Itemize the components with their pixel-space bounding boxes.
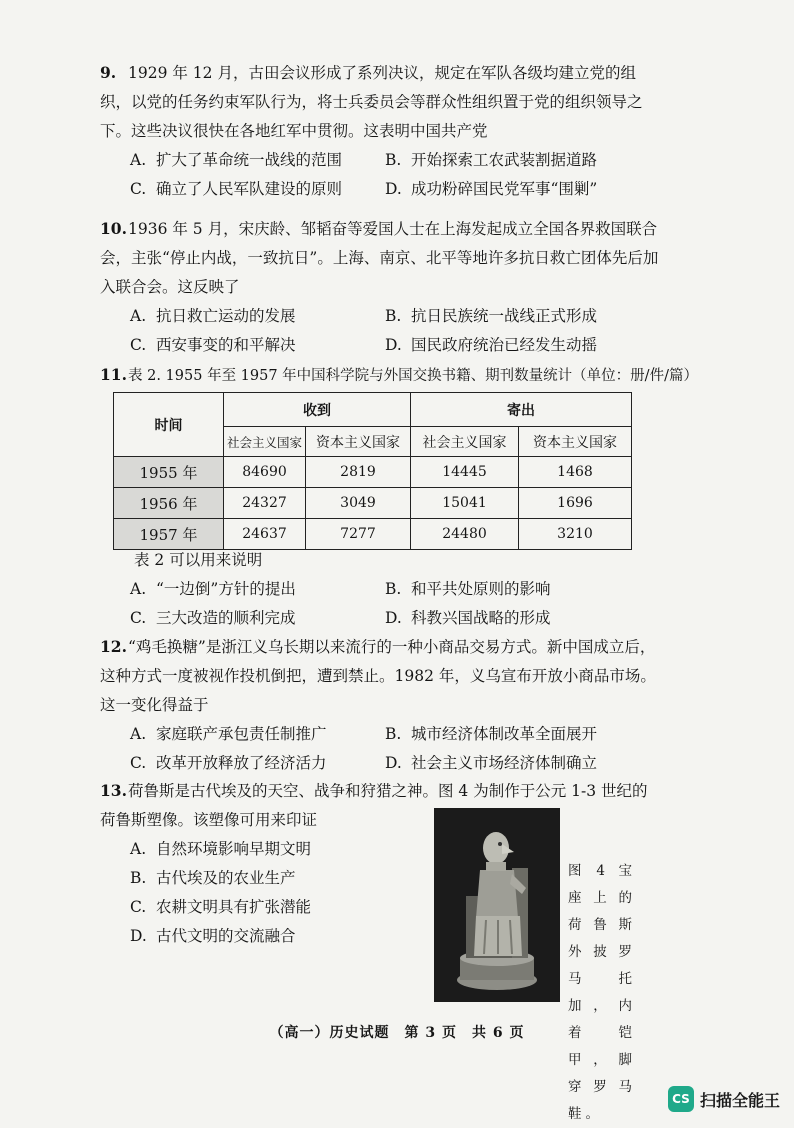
option-d[interactable]: D. 科教兴国战略的形成 <box>385 609 551 627</box>
cell-received-socialist: 24327 <box>224 488 306 519</box>
question-11-options <box>100 546 660 633</box>
year-cell: 1957 年 <box>114 519 224 550</box>
subheader-sent-capitalist: 资本主义国家 <box>519 427 632 457</box>
option-c[interactable]: C. 三大改造的顺利完成 <box>130 609 296 627</box>
question-9 <box>100 58 660 204</box>
option-b[interactable]: B. 和平共处原则的影响 <box>385 580 551 598</box>
option-c[interactable]: C. 西安事变的和平解决 <box>130 336 296 354</box>
question-number: 10. <box>100 219 127 238</box>
option-d[interactable]: D. 社会主义市场经济体制确立 <box>385 754 598 772</box>
figure-caption: 图 4 宝座上的荷鲁斯外披罗马托加，内着铠甲，脚穿罗马鞋。 <box>568 863 636 1122</box>
year-cell: 1956 年 <box>114 488 224 519</box>
header-received: 收到 <box>224 393 411 427</box>
cell-received-capitalist: 7277 <box>306 519 411 550</box>
table-row <box>114 488 632 519</box>
question-stem: “鸡毛换糖”是浙江义乌长期以来流行的一种小商品交易方式。新中国成立后，这种方式一度被视作投机倒把，遭到禁止。1982 年，义乌宣布开放小商品市场。这一变化得益于 <box>100 638 656 714</box>
cell-sent-socialist: 24480 <box>411 519 519 550</box>
table-caption: 表 2. 1955 年至 1957 年中国科学院与外国交换书籍、期刊数量统计（单位：册/件/篇） <box>128 368 698 384</box>
question-number: 11. <box>100 365 127 384</box>
cell-sent-capitalist: 3210 <box>519 519 632 550</box>
options <box>130 146 660 204</box>
options <box>130 835 430 951</box>
year-cell: 1955 年 <box>114 457 224 488</box>
question-11 <box>100 360 700 391</box>
subheader-sent-socialist: 社会主义国家 <box>411 427 519 457</box>
cell-sent-socialist: 14445 <box>411 457 519 488</box>
cell-received-capitalist: 2819 <box>306 457 411 488</box>
question-12 <box>100 632 660 778</box>
cell-sent-capitalist: 1696 <box>519 488 632 519</box>
options <box>130 720 660 778</box>
question-stem: 1929 年 12 月，古田会议形成了系列决议，规定在军队各级均建立党的组织，以党的任务约束军队行为，将士兵委员会等群众性组织置于党的组织领导之下。这些决议很快在各地红军中贯彻。这表明中国共产党 <box>100 64 643 140</box>
cell-sent-socialist: 15041 <box>411 488 519 519</box>
option-b[interactable]: B. 开始探索工农武装割据道路 <box>385 151 598 169</box>
camscanner-logo-icon: CS <box>668 1086 694 1112</box>
cell-received-socialist: 24637 <box>224 519 306 550</box>
option-a[interactable]: A. “一边倒”方针的提出 <box>130 580 296 598</box>
option-b[interactable]: B. 古代埃及的农业生产 <box>130 869 296 887</box>
header-time: 时间 <box>114 393 224 457</box>
statue-illustration <box>434 808 560 1002</box>
horus-statue-photo <box>434 808 560 1002</box>
option-c[interactable]: C. 农耕文明具有扩张潜能 <box>130 898 312 916</box>
option-d[interactable]: D. 国民政府统治已经发生动摇 <box>385 336 598 354</box>
page-footer: （高一）历史试题 第 3 页 共 6 页 <box>269 1025 525 1041</box>
header-sent: 寄出 <box>411 393 632 427</box>
cell-received-socialist: 84690 <box>224 457 306 488</box>
table-row <box>114 519 632 550</box>
cell-received-capitalist: 3049 <box>306 488 411 519</box>
options <box>130 302 660 360</box>
option-a[interactable]: A. 抗日救亡运动的发展 <box>130 307 296 325</box>
table-row <box>114 457 632 488</box>
question-number: 13. <box>100 781 127 800</box>
cell-sent-capitalist: 1468 <box>519 457 632 488</box>
option-d[interactable]: D. 古代文明的交流融合 <box>130 927 296 945</box>
camscanner-watermark <box>668 1086 780 1112</box>
question-10 <box>100 214 660 360</box>
option-c[interactable]: C. 确立了人民军队建设的原则 <box>130 180 343 198</box>
exchange-stats-table <box>113 392 632 550</box>
option-a[interactable]: A. 自然环境影响早期文明 <box>130 840 312 858</box>
options <box>130 575 660 633</box>
option-b[interactable]: B. 抗日民族统一战线正式形成 <box>385 307 598 325</box>
question-prompt: 表 2 可以用来说明 <box>134 551 263 569</box>
question-stem: 荷鲁斯是古代埃及的天空、战争和狩猎之神。图 4 为制作于公元 1-3 世纪的荷鲁斯塑像。该塑像可用来印证 <box>100 782 648 829</box>
question-number: 12. <box>100 637 127 656</box>
option-a[interactable]: A. 家庭联产承包责任制推广 <box>130 725 327 743</box>
option-b[interactable]: B. 城市经济体制改革全面展开 <box>385 725 598 743</box>
question-stem: 1936 年 5 月，宋庆龄、邹韬奋等爱国人士在上海发起成立全国各界救国联合会，主张“停止内战，一致抗日”。上海、南京、北平等地许多抗日救亡团体先后加入联合会。这反映了 <box>100 220 659 296</box>
subheader-received-capitalist: 资本主义国家 <box>306 427 411 457</box>
option-c[interactable]: C. 改革开放释放了经济活力 <box>130 754 327 772</box>
watermark-label: 扫描全能王 <box>699 1090 780 1110</box>
option-a[interactable]: A. 扩大了革命统一战线的范围 <box>130 151 343 169</box>
question-number: 9. <box>100 63 117 82</box>
option-d[interactable]: D. 成功粉碎国民党军事“围剿” <box>385 180 598 198</box>
subheader-received-socialist: 社会主义国家 <box>224 427 306 457</box>
